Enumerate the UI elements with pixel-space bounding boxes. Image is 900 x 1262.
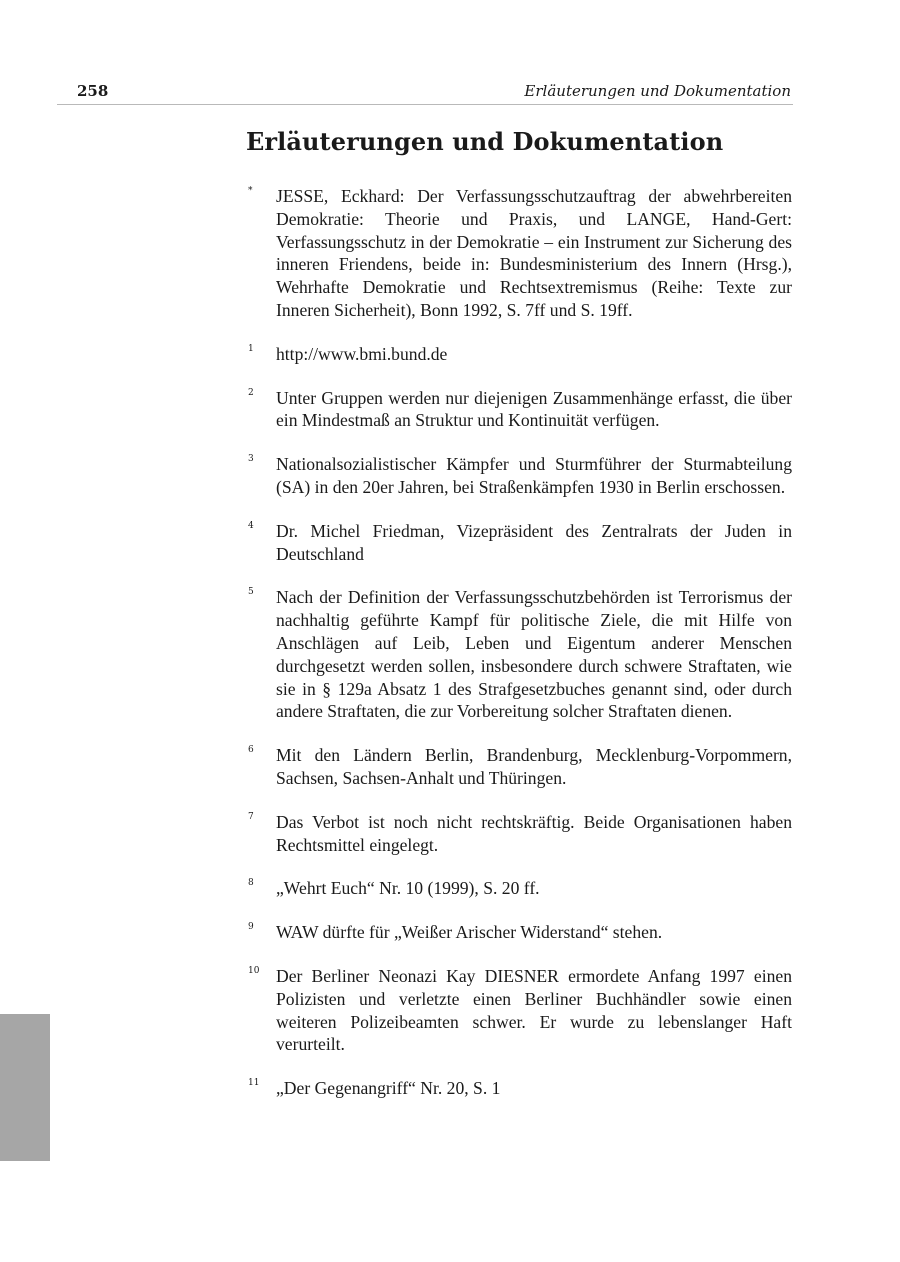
page-title: Erläuterungen und Dokumentation	[246, 127, 724, 156]
chapter-thumb-tab	[0, 1014, 50, 1161]
endnote-marker: 11	[248, 1078, 260, 1089]
endnote-marker: 2	[248, 387, 254, 398]
endnote-item	[246, 921, 792, 944]
endnote-item	[246, 965, 792, 1056]
endnote-text: „Wehrt Euch“ Nr. 10 (1999), S. 20 ff.	[276, 878, 540, 899]
endnote-marker: 6	[248, 745, 254, 756]
endnote-item	[246, 453, 792, 499]
page-number: 258	[77, 82, 109, 100]
endnote-item	[246, 1077, 792, 1100]
endnote-item	[246, 343, 792, 366]
page-header	[57, 80, 793, 105]
endnotes-list	[246, 185, 792, 1121]
endnote-text: JESSE, Eckhard: Der Verfassungsschutzauftrag der abwehrbereiten Demokratie: Theorie und Praxis, und LANGE, Hand-Gert: Verfassungsschutz in der Demokratie – ein Instrument zur Sicherung des inneren Friendens, beide in: Bundesministerium des Innern (Hrsg.), Wehrhafte Demokratie und Rechtsextremismus (Reihe: Texte zur Inneren Sicherheit), Bonn 1992, S. 7ff und S. 19ff.	[276, 186, 792, 320]
endnote-text: Mit den Ländern Berlin, Brandenburg, Mecklenburg-Vorpommern, Sachsen, Sachsen-Anhalt und Thüringen.	[276, 745, 792, 788]
endnote-item	[246, 811, 792, 857]
endnote-text: Nach der Definition der Verfassungsschutzbehörden ist Terrorismus der nachhaltig geführte Kampf für politische Ziele, die mit Hilfe von Anschlägen auf Leib, Leben und Eigentum anderer Menschen durchgesetzt werden sollen, insbesondere durch schwere Straftaten, wie sie in § 129a Absatz 1 des Strafgesetzbuches genannt sind, oder durch andere Straftaten, die zur Vorbereitung solcher Straftaten dienen.	[276, 587, 792, 722]
endnote-text: http://www.bmi.bund.de	[276, 343, 448, 364]
endnote-item	[246, 877, 792, 900]
endnote-marker: 4	[248, 520, 254, 531]
running-title: Erläuterungen und Dokumentation	[524, 82, 791, 100]
endnote-marker: 1	[248, 343, 254, 354]
endnote-text: „Der Gegenangriff“ Nr. 20, S. 1	[276, 1078, 501, 1099]
endnote-marker: 9	[248, 922, 254, 933]
endnote-item	[246, 185, 792, 322]
endnote-marker: 7	[248, 811, 254, 822]
endnote-text: Das Verbot ist noch nicht rechtskräftig. Beide Organisationen haben Rechtsmittel eingelegt.	[276, 811, 792, 855]
endnote-item	[246, 586, 792, 723]
endnote-marker: 8	[248, 878, 254, 889]
endnote-marker: 3	[248, 454, 254, 465]
endnote-item	[246, 744, 792, 790]
endnote-item	[246, 387, 792, 433]
endnote-text: Unter Gruppen werden nur diejenigen Zusammenhänge erfasst, die über ein Mindestmaß an Struktur und Kontinuität verfügen.	[276, 387, 792, 431]
endnote-text: Dr. Michel Friedman, Vizepräsident des Zentralrats der Juden in Deutschland	[276, 520, 792, 564]
endnote-marker: 10	[248, 965, 260, 976]
endnote-text: WAW dürfte für „Weißer Arischer Widerstand“ stehen.	[276, 922, 663, 943]
endnote-item	[246, 520, 792, 566]
endnote-marker: *	[248, 186, 253, 196]
endnote-text: Nationalsozialistischer Kämpfer und Sturmführer der Sturmabteilung (SA) in den 20er Jahren, bei Straßenkämpfen 1930 in Berlin erschossen.	[276, 454, 792, 497]
endnote-marker: 5	[248, 587, 254, 598]
endnote-text: Der Berliner Neonazi Kay DIESNER ermordete Anfang 1997 einen Polizisten und verletzte einen Berliner Buchhändler sowie einen weiteren Polizeibeamten schwer. Er wurde zu lebenslanger Haft verurteilt.	[276, 965, 792, 1055]
